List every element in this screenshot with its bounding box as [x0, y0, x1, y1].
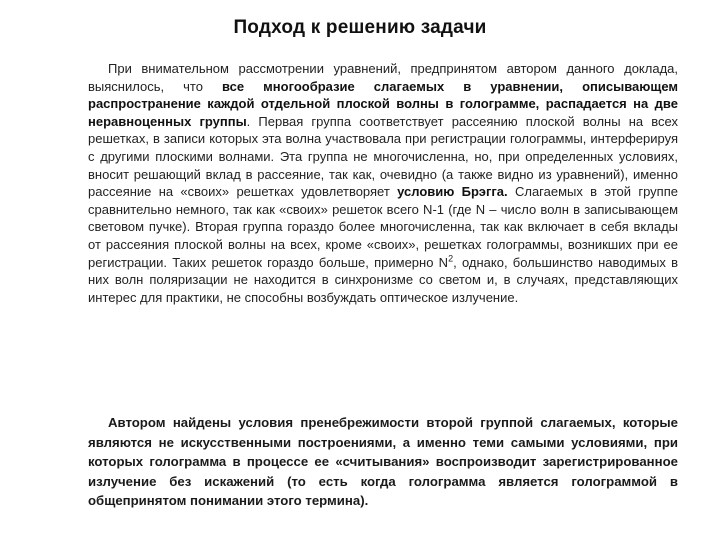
slide-title: Подход к решению задачи: [233, 17, 487, 38]
superscript-exponent: 2: [448, 253, 454, 264]
paragraph-1-bold-1: все многообразие слагаемых в уравнении, описывающем распространение каждой отдельной плоской волны в голограмме, распадается на две неравноценных группы: [88, 78, 678, 129]
paragraph-1-text-4: , однако, большинство наводимых в них волн поляризации не находится в синхронизме со светом и, в случаях, представляющих интерес для практики, не способны возбуждать оптическое излучение.: [88, 254, 678, 305]
paragraph-1: [88, 60, 678, 306]
paragraph-1-text-1: При внимательном рассмотрении уравнений, предпринятом автором данного доклада, выяснилось, что: [88, 61, 678, 94]
paragraph-1-text-3: Слагаемых в этой группе сравнительно немного, так как «своих» решеток всего N-1 (где N – число волн в записывающем световом пучке). Вторая группа гораздо более многочисленна, так как включает в себя вклады от рассеяния плоской волны на всех, кроме «своих», решетках голограммы, возникших при ее регистрации. Таких решеток гораздо больше, примерно N: [88, 184, 678, 270]
paragraph-2: Автором найдены условия пренебрежимости второй группой слагаемых, которые являются не искусственными построениями, а именно теми самыми условиями, при которых голограмма в процессе ее «считывания» воспроизводит зарегистрированное излучение без искажений (то есть когда голограмма является голограммой в общепринятом понимании этого термина).: [88, 415, 678, 509]
paragraph-1-bold-2: условию Брэгга.: [397, 184, 508, 200]
paragraph-1-text-2: . Первая группа соответствует рассеянию плоской волны на всех решетках, в записи которых эта волна участвовала при регистрации голограммы, интерферируя с другими плоскими волнами. Эта группа не многочисленна, но, при определенных условиях, вносит решающий вклад в рассеяние, так как, очевидно (а также видно из уравнений), именно рассеяние на «своих» решетках удовлетворяет: [88, 113, 678, 200]
